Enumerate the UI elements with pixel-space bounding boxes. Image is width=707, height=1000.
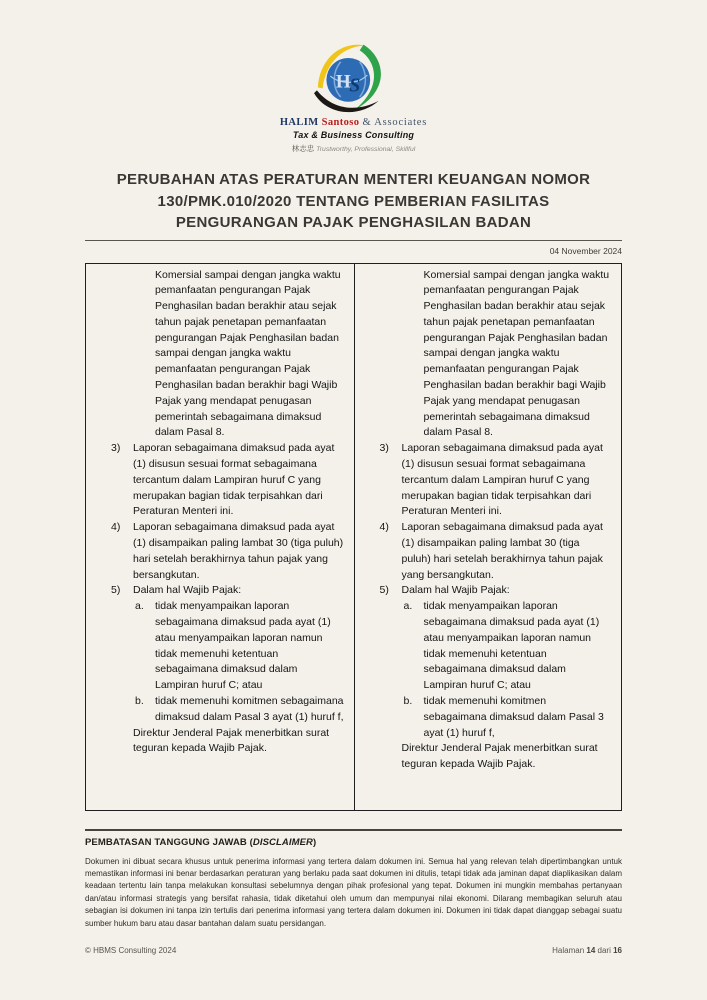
paragraph-continuation: Komersial sampai dengan jangka waktu pemanfaatan pengurangan Pajak Penghasilan badan berakhir atau sejak tahun pajak penetapan pemanfaatan pengurangan Pajak Penghasilan badan sampai dengan jangka waktu pemanfaatan pengurangan Pajak Penghasilan badan berakhir bagi Wajib Pajak yang mendapat penugasan pemerintah sebagaimana dimaksud dalam Pasal 8. bbox=[423, 268, 610, 439]
closing-paragraph: Direktur Jenderal Pajak menerbitkan surat teguran kepada Wajib Pajak. bbox=[401, 742, 598, 771]
company-tagline-chinese: 林志忠 bbox=[291, 144, 315, 153]
sub-list-item-letter: a. bbox=[403, 600, 413, 613]
document-date: 04 November 2024 bbox=[549, 245, 622, 256]
page-number-total: 16 bbox=[613, 946, 622, 955]
company-name-part3: & Associates bbox=[362, 117, 428, 128]
page-title-line-2: 130/PMK.010/2020 TENTANG PEMBERIAN FASILITAS bbox=[157, 192, 550, 210]
list-item-text: Dalam hal Wajib Pajak: bbox=[401, 584, 510, 597]
page-title-line-1: PERUBAHAN ATAS PERATURAN MENTERI KEUANGAN NOMOR bbox=[116, 171, 591, 188]
list-item bbox=[111, 441, 344, 520]
disclaimer-body: Dokumen ini dibuat secara khusus untuk penerima informasi yang tertera dalam dokumen ini. Semua hal yang relevan telah dipertimbangkan untuk memastikan informasi ini benar berdasarkan peraturan yang berlaku pada saat dokumen ini ditulis, tetapi tidak ada jaminan dapat diaplikasikan dalam keadaan tertentu lain tanpa melakukan konsultasi sebelumnya dengan pihak profesional yang tepat. Dokumen ini mungkin membahas pertanyaan dan/atau informasi strategis yang bersifat rahasia, tidak diketahui oleh umum dan mempunyai nilai ekonomi. Dilarang membagikan seluruh atau sebagian isi dokumen ini tanpa izin tertulis dari penerima informasi yang tertera dalam dokumen ini. Dokumen ini tidak dapat dianggap sebagai suatu sumber hukum baru atau dasar bantahan dalam suatu persidangan. bbox=[85, 856, 622, 928]
list-item bbox=[380, 520, 612, 583]
sub-list-item bbox=[135, 599, 344, 694]
monogram-h: H bbox=[335, 71, 351, 93]
company-name-part1: HALIM bbox=[279, 117, 319, 128]
disclaimer-section bbox=[85, 829, 622, 930]
list-item-number: 4) bbox=[111, 521, 121, 534]
company-name-part2: Santoso bbox=[321, 117, 360, 128]
page-title bbox=[85, 169, 622, 234]
sub-list-item bbox=[135, 694, 344, 726]
list-item-number: 5) bbox=[111, 584, 121, 597]
list-item-number: 3) bbox=[379, 442, 389, 455]
sub-list-item bbox=[404, 599, 612, 694]
company-logo-icon bbox=[306, 38, 402, 116]
sub-list-item-text: tidak menyampaikan laporan sebagaimana dimaksud pada ayat (1) atau menyampaikan laporan namun tidak memenuhi ketentuan sebagaimana dimaksud dalam Lampiran huruf C; atau bbox=[155, 600, 331, 692]
sub-list-item-letter: b. bbox=[135, 695, 144, 708]
sub-list-item-letter: b. bbox=[403, 695, 413, 708]
content-table bbox=[85, 263, 622, 811]
page-title-line-3: PENGURANGAN PAJAK PENGHASILAN BADAN bbox=[175, 214, 532, 231]
list-item-text: Laporan sebagaimana dimaksud pada ayat (1) disusun sesuai format sebagaimana tercantum dalam Lampiran huruf C yang merupakan bagian tidak terpisahkan dari Peraturan Menteri ini. bbox=[133, 442, 335, 518]
company-tagline bbox=[85, 143, 622, 154]
sub-list-item-text: tidak memenuhi komitmen sebagaimana dimaksud dalam Pasal 3 ayat (1) huruf f, bbox=[155, 695, 344, 723]
page-number-current: 14 bbox=[586, 946, 596, 955]
sub-list-item-text: tidak memenuhi komitmen sebagaimana dimaksud dalam Pasal 3 ayat (1) huruf f, bbox=[423, 695, 604, 739]
list-item bbox=[111, 520, 344, 583]
monogram-s: S bbox=[348, 74, 360, 97]
disclaimer-heading: PEMBATASAN TANGGUNG JAWAB (DISCLAIMER) bbox=[85, 836, 317, 848]
list-item-text: Laporan sebagaimana dimaksud pada ayat (1) disusun sesuai format sebagaimana tercantum dalam Lampiran huruf C yang merupakan bagian tidak terpisahkan dari Peraturan Menteri ini. bbox=[401, 442, 603, 518]
sub-list-item-letter: a. bbox=[135, 600, 144, 613]
disclaimer-heading-emphasis: DISCLAIMER bbox=[252, 836, 314, 848]
list-item-text: Dalam hal Wajib Pajak: bbox=[133, 584, 242, 597]
document-header bbox=[85, 0, 622, 256]
list-item-text: Laporan sebagaimana dimaksud pada ayat (1) disampaikan paling lambat 30 (tiga puluh) hari setelah berakhirnya tahun pajak yang bersangkutan. bbox=[401, 521, 603, 581]
company-name bbox=[85, 117, 622, 128]
copyright-text: © HBMS Consulting 2024 bbox=[85, 946, 177, 955]
list-item bbox=[111, 583, 344, 599]
list-item bbox=[380, 441, 612, 520]
content-column-left bbox=[86, 264, 354, 810]
page-indicator: Halaman 14 dari 16 bbox=[552, 946, 622, 955]
company-tagline-english: Trustworthy, Professional, Skillful bbox=[316, 146, 416, 153]
paragraph-continuation: Komersial sampai dengan jangka waktu pemanfaatan pengurangan Pajak Penghasilan badan berakhir atau sejak tahun pajak penetapan pemanfaatan pengurangan Pajak Penghasilan badan sampai dengan jangka waktu pemanfaatan pengurangan Pajak Penghasilan badan berakhir bagi Wajib Pajak yang mendapat penugasan pemerintah sebagaimana dimaksud dalam Pasal 8. bbox=[155, 268, 341, 439]
list-item-text: Laporan sebagaimana dimaksud pada ayat (1) disampaikan paling lambat 30 (tiga puluh) hari setelah berakhirnya tahun pajak yang bersangkutan. bbox=[133, 521, 344, 581]
list-item-number: 4) bbox=[379, 521, 389, 534]
closing-paragraph: Direktur Jenderal Pajak menerbitkan surat teguran kepada Wajib Pajak. bbox=[133, 726, 330, 755]
sub-list-item-text: tidak menyampaikan laporan sebagaimana dimaksud pada ayat (1) atau menyampaikan laporan namun tidak memenuhi ketentuan sebagaimana dimaksud dalam Lampiran huruf C; atau bbox=[423, 600, 600, 692]
list-item-number: 5) bbox=[379, 584, 389, 597]
sub-list-item bbox=[404, 694, 612, 741]
list-item bbox=[380, 583, 612, 599]
company-subtitle: Tax & Business Consulting bbox=[292, 130, 415, 140]
list-item-number: 3) bbox=[111, 442, 121, 455]
page-footer bbox=[85, 946, 622, 955]
content-column-right bbox=[354, 264, 622, 810]
disclaimer-divider bbox=[85, 829, 622, 831]
title-divider bbox=[85, 240, 622, 241]
